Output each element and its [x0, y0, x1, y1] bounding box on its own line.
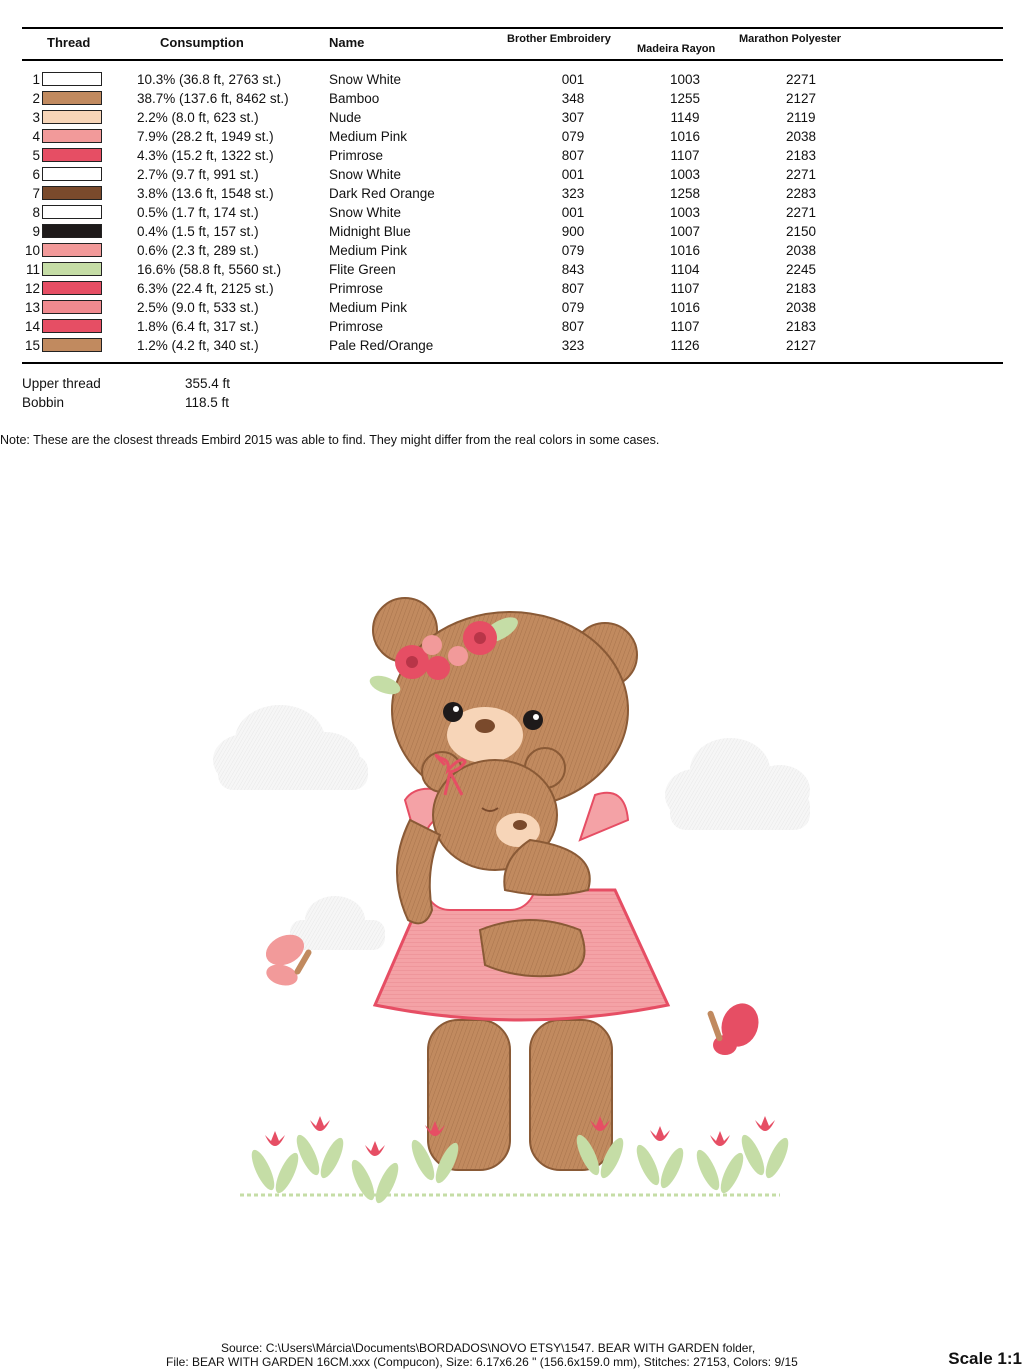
brother-code: 079	[561, 300, 585, 315]
thread-color-swatch	[42, 110, 102, 124]
madeira-code: 1003	[669, 167, 701, 182]
table-row	[0, 222, 1024, 241]
marathon-code: 2127	[785, 91, 817, 106]
mother-arm-right	[480, 920, 585, 976]
thread-name: Bamboo	[329, 91, 380, 106]
thread-consumption: 1.8% (6.4 ft, 317 st.)	[137, 319, 259, 334]
header-bottom-rule	[22, 59, 1003, 61]
marathon-code: 2119	[786, 110, 816, 125]
upper-thread-label: Upper thread	[22, 376, 101, 391]
thread-number: 8	[32, 205, 40, 220]
brother-code: 307	[561, 110, 585, 125]
table-row	[0, 279, 1024, 298]
thread-number: 12	[24, 281, 40, 296]
thread-number: 2	[32, 91, 40, 106]
thread-number: 10	[24, 243, 40, 258]
thread-number: 4	[32, 129, 40, 144]
thread-name: Medium Pink	[329, 300, 408, 315]
marathon-code: 2245	[785, 262, 817, 277]
baby-nose	[513, 820, 527, 830]
thread-number: 1	[32, 72, 40, 87]
table-row	[0, 241, 1024, 260]
madeira-code: 1107	[670, 319, 700, 334]
table-row	[0, 336, 1024, 355]
eye-highlight	[533, 714, 539, 720]
garden-tulip	[365, 1141, 385, 1156]
thread-consumption: 7.9% (28.2 ft, 1949 st.)	[137, 129, 274, 144]
madeira-code: 1016	[669, 243, 701, 258]
bear-right-leg	[530, 1020, 612, 1170]
brother-code: 001	[561, 167, 585, 182]
brother-code: 323	[561, 338, 585, 353]
table-row	[0, 127, 1024, 146]
thread-name: Midnight Blue	[329, 224, 411, 239]
brother-code: 843	[561, 262, 585, 277]
brother-code: 807	[561, 281, 585, 296]
table-row	[0, 70, 1024, 89]
thread-consumption: 2.7% (9.7 ft, 991 st.)	[137, 167, 259, 182]
thread-name: Pale Red/Orange	[329, 338, 434, 353]
brother-code: 001	[561, 205, 585, 220]
garden-tulip	[650, 1126, 670, 1141]
thread-color-swatch	[42, 300, 102, 314]
eye-highlight	[453, 706, 459, 712]
flower-garden	[247, 1116, 792, 1206]
mother-nose	[475, 719, 495, 733]
thread-consumption: 16.6% (58.8 ft, 5560 st.)	[137, 262, 282, 277]
madeira-code: 1107	[670, 148, 700, 163]
thread-consumption: 38.7% (137.6 ft, 8462 st.)	[137, 91, 289, 106]
bear-left-leg	[428, 1020, 510, 1170]
brother-code: 079	[561, 129, 585, 144]
thread-number: 6	[32, 167, 40, 182]
madeira-code: 1149	[670, 110, 700, 125]
garden-leaf	[761, 1135, 792, 1181]
thread-name: Primrose	[329, 319, 384, 334]
madeira-code: 1126	[670, 338, 700, 353]
thread-consumption: 2.5% (9.0 ft, 533 st.)	[137, 300, 259, 315]
thread-name: Primrose	[329, 281, 384, 296]
thread-number: 11	[25, 262, 40, 277]
embroidery-design-preview	[200, 590, 820, 1220]
thread-color-swatch	[42, 205, 102, 219]
header-brother: Brother Embroidery	[507, 33, 611, 45]
brother-code: 900	[561, 224, 585, 239]
thread-color-swatch	[42, 186, 102, 200]
garden-leaf	[371, 1160, 402, 1206]
marathon-code: 2127	[785, 338, 817, 353]
table-row	[0, 89, 1024, 108]
marathon-code: 2183	[785, 319, 817, 334]
cloud-right	[665, 738, 810, 830]
thread-number: 9	[32, 224, 40, 239]
thread-consumption: 1.2% (4.2 ft, 340 st.)	[137, 338, 259, 353]
thread-consumption: 6.3% (22.4 ft, 2125 st.)	[137, 281, 274, 296]
garden-tulip	[265, 1131, 285, 1146]
table-row	[0, 184, 1024, 203]
thread-color-swatch	[42, 148, 102, 162]
thread-name: Snow White	[329, 72, 402, 87]
madeira-code: 1003	[669, 72, 701, 87]
brother-code: 079	[561, 243, 585, 258]
thread-name: Flite Green	[329, 262, 396, 277]
garden-leaf	[271, 1150, 302, 1196]
marathon-code: 2150	[785, 224, 817, 239]
mother-eye-right	[523, 710, 543, 730]
thread-name: Medium Pink	[329, 243, 408, 258]
marathon-code: 2271	[785, 72, 817, 87]
marathon-code: 2038	[785, 300, 817, 315]
table-row	[0, 317, 1024, 336]
madeira-code: 1258	[669, 186, 701, 201]
scale-label: Scale 1:1	[948, 1349, 1022, 1368]
header-thread: Thread	[47, 35, 91, 50]
thread-name: Primrose	[329, 148, 384, 163]
thread-consumption: 3.8% (13.6 ft, 1548 st.)	[137, 186, 274, 201]
marathon-code: 2183	[785, 281, 817, 296]
marathon-code: 2283	[785, 186, 817, 201]
brother-code: 001	[561, 72, 585, 87]
thread-consumption: 4.3% (15.2 ft, 1322 st.)	[137, 148, 274, 163]
brother-code: 807	[561, 319, 585, 334]
marathon-code: 2271	[785, 167, 817, 182]
madeira-code: 1003	[669, 205, 701, 220]
upper-thread-value: 355.4 ft	[185, 376, 231, 391]
marathon-code: 2183	[785, 148, 817, 163]
dress-sleeve-right	[580, 793, 628, 840]
garden-leaf	[716, 1150, 747, 1196]
thread-note: Note: These are the closest threads Embird 2015 was able to find. They might differ from the real colors in some cases.	[0, 433, 660, 447]
thread-color-swatch	[42, 91, 102, 105]
garden-leaf	[632, 1142, 663, 1188]
thread-color-swatch	[42, 243, 102, 257]
thread-name: Snow White	[329, 167, 402, 182]
garden-leaf	[692, 1147, 723, 1193]
table-row	[0, 260, 1024, 279]
thread-color-swatch	[42, 262, 102, 276]
bobbin-label: Bobbin	[22, 395, 65, 410]
thread-consumption: 0.5% (1.7 ft, 174 st.)	[137, 205, 259, 220]
footer-source: Source: C:\Users\Márcia\Documents\BORDADOS\NOVO ETSY\1547. BEAR WITH GARDEN folder,	[221, 1341, 756, 1355]
thread-color-swatch	[42, 319, 102, 333]
table-bottom-rule	[22, 362, 1003, 364]
thread-name: Dark Red Orange	[329, 186, 435, 201]
thread-number: 14	[24, 319, 40, 334]
table-row	[0, 203, 1024, 222]
table-row	[0, 146, 1024, 165]
thread-consumption: 0.4% (1.5 ft, 157 st.)	[137, 224, 259, 239]
footer-file: File: BEAR WITH GARDEN 16CM.xxx (Compucon), Size: 6.17x6.26 " (156.6x159.0 mm), Stitches: 27153, Colors: 9/15	[166, 1355, 798, 1369]
thread-color-swatch	[42, 129, 102, 143]
header-madeira: Madeira Rayon	[637, 43, 716, 55]
thread-name: Medium Pink	[329, 129, 408, 144]
madeira-code: 1016	[669, 300, 701, 315]
cloud-small	[290, 896, 385, 950]
madeira-code: 1104	[670, 262, 700, 277]
thread-name: Snow White	[329, 205, 402, 220]
thread-consumption: 0.6% (2.3 ft, 289 st.)	[137, 243, 259, 258]
thread-name: Nude	[329, 110, 362, 125]
thread-color-swatch	[42, 224, 102, 238]
thread-number: 15	[24, 338, 40, 353]
thread-number: 5	[32, 148, 40, 163]
table-row	[0, 108, 1024, 127]
table-top-rule	[22, 27, 1003, 29]
madeira-code: 1255	[669, 91, 701, 106]
thread-color-swatch	[42, 72, 102, 86]
bobbin-value: 118.5 ft	[185, 395, 230, 410]
thread-color-swatch	[42, 167, 102, 181]
cloud-left	[213, 705, 368, 790]
header-consumption: Consumption	[160, 35, 244, 50]
garden-leaf	[247, 1147, 278, 1193]
thread-number: 7	[32, 186, 40, 201]
brother-code: 323	[561, 186, 585, 201]
garden-tulip	[310, 1116, 330, 1131]
table-row	[0, 298, 1024, 317]
thread-number: 3	[32, 110, 40, 125]
thread-number: 13	[24, 300, 40, 315]
thread-color-swatch	[42, 281, 102, 295]
butterfly-right	[707, 998, 765, 1055]
garden-leaf	[656, 1145, 687, 1191]
table-row	[0, 165, 1024, 184]
brother-code: 807	[561, 148, 585, 163]
madeira-code: 1016	[669, 129, 701, 144]
marathon-code: 2271	[785, 205, 817, 220]
marathon-code: 2038	[785, 243, 817, 258]
garden-tulip	[755, 1116, 775, 1131]
brother-code: 348	[561, 91, 585, 106]
thread-consumption: 2.2% (8.0 ft, 623 st.)	[137, 110, 259, 125]
madeira-code: 1007	[669, 224, 701, 239]
header-marathon: Marathon Polyester	[739, 33, 842, 45]
marathon-code: 2038	[785, 129, 817, 144]
garden-leaf	[316, 1135, 347, 1181]
mother-eye-left	[443, 702, 463, 722]
header-name: Name	[329, 35, 365, 50]
garden-tulip	[710, 1131, 730, 1146]
thread-color-swatch	[42, 338, 102, 352]
thread-consumption: 10.3% (36.8 ft, 2763 st.)	[137, 72, 282, 87]
madeira-code: 1107	[670, 281, 700, 296]
